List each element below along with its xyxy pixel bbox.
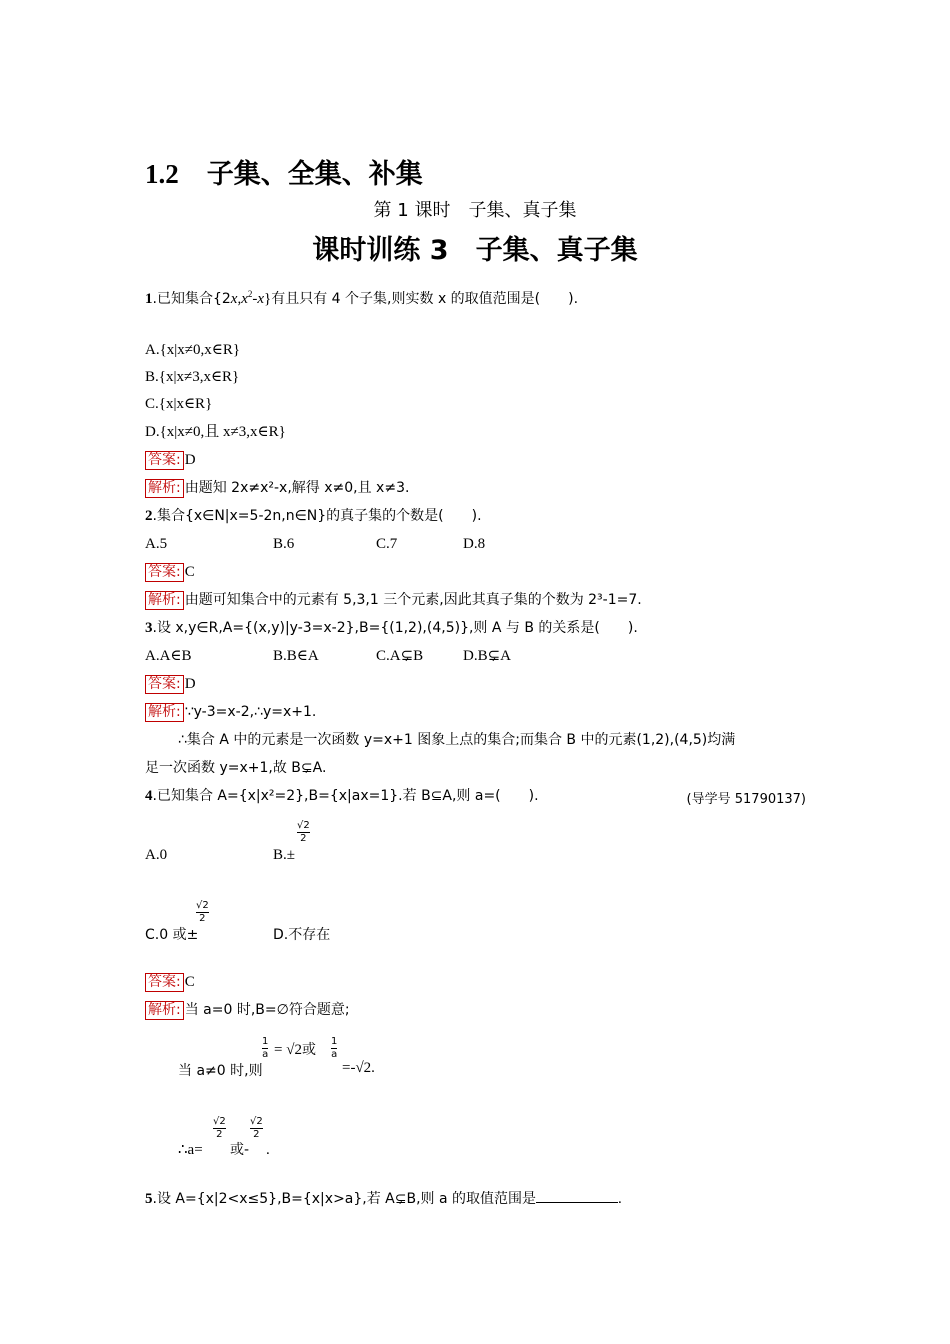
q4-analysis-3-end: . — [266, 1142, 270, 1158]
q2-option-b: B.6 — [273, 536, 295, 552]
section-title — [145, 155, 423, 194]
q4-analysis-3-frac-1: $\frac{√2}{2}$ — [213, 1116, 226, 1140]
q5-stem: 5.设 A={x|2<x≤5},B={x|x>a},若 A⊊B,则 a 的取值范围是 . — [145, 1188, 622, 1209]
q1-option-b: B.{x|x≠3,x∈R} — [145, 369, 240, 385]
answer-label: 答案: — [145, 451, 184, 470]
q4-option-b: B.± — [273, 847, 295, 863]
q3-stem: 3.设 x,y∈R,A={(x,y)|y-3=x-2},B={(1,2),(4,5)},则 A 与 B 的关系是( ). — [145, 620, 638, 636]
q1-option-c: C.{x|x∈R} — [145, 396, 213, 412]
q3-answer: 答案: D — [145, 674, 196, 694]
q3-analysis-3: 足一次函数 y=x+1,故 B⊊A. — [145, 760, 327, 776]
q4-analysis-2-frac-1: $\frac{1}{a}$ — [262, 1036, 269, 1060]
q4-analysis-3-or: 或- — [230, 1142, 250, 1158]
q3-option-c: C.A⊊B — [376, 648, 424, 664]
q3-option-d: D.B⊊A — [463, 648, 511, 664]
q2-stem: 2.集合{x∈N|x=5-2n,n∈N}的真子集的个数是( ). — [145, 508, 482, 524]
q2-option-a: A.5 — [145, 536, 168, 552]
q4-stem: 4.已知集合 A={x|x²=2},B={x|ax=1}.若 B⊆A,则 a=( ). — [145, 788, 539, 804]
q3-analysis-1: 解析: ∵y-3=x-2,∴y=x+1. — [145, 702, 316, 722]
q1-stem: 1.已知集合$\{2x,x^2-x\}$有且只有 4 个子集,则实数 x 的取值范围是( ). — [145, 289, 579, 307]
q2-option-c: C.7 — [376, 536, 398, 552]
q4-option-b-fraction: $\frac{√2}{2}$ — [297, 820, 310, 844]
section-name: 子集、全集、补集 — [206, 159, 423, 190]
q4-option-d: D.不存在 — [273, 927, 331, 943]
q1-analysis: 解析: 由题知 2x≠x²-x,解得 x≠0,且 x≠3. — [145, 478, 409, 498]
q1-option-a: A.{x|x≠0,x∈R} — [145, 342, 241, 358]
q4-analysis-2-frac-2: $\frac{1}{a}$ — [331, 1036, 338, 1060]
section-number: 1.2 — [145, 159, 179, 189]
q3-option-a: A.A∈B — [145, 648, 192, 664]
q4-analysis-2: 当 a≠0 时,则 — [178, 1063, 263, 1079]
q1-option-d: D.{x|x≠0,且 x≠3,x∈R} — [145, 424, 286, 440]
q4-answer: 答案: C — [145, 972, 195, 992]
q4-option-a: A.0 — [145, 847, 168, 863]
q2-analysis: 解析: 由题可知集合中的元素有 5,3,1 三个元素,因此其真子集的个数为 2³-1=7. — [145, 590, 642, 610]
q3-option-b: B.B∈A — [273, 648, 319, 664]
q4-analysis-3-frac-2: $\frac{√2}{2}$ — [250, 1116, 263, 1140]
guide-number: (导学号 51790137) — [686, 792, 806, 807]
q4-analysis-1: 解析: 当 a=0 时,B=∅符合题意; — [145, 1000, 350, 1020]
q4-option-c: C.0 或± — [145, 927, 199, 943]
q3-analysis-2: ∴集合 A 中的元素是一次函数 y=x+1 图象上点的集合;而集合 B 中的元素(1,2),(4,5)均满 — [178, 732, 736, 748]
q1-answer: 答案: D — [145, 450, 196, 470]
q4-analysis-2-eq: = √2或 — [274, 1042, 316, 1058]
training-title: 课时训练 3 子集、真子集 — [312, 235, 638, 266]
analysis-label: 解析: — [145, 479, 184, 498]
q4-analysis-3: ∴a= — [178, 1142, 203, 1158]
q2-option-d: D.8 — [463, 536, 486, 552]
q4-option-c-fraction: $\frac{√2}{2}$ — [196, 900, 209, 924]
lesson-title: 第 1 课时 子集、真子集 — [373, 200, 577, 221]
q2-answer: 答案: C — [145, 562, 195, 582]
answer-blank[interactable] — [536, 1188, 618, 1203]
q4-analysis-2-end: =-√2. — [342, 1060, 375, 1076]
